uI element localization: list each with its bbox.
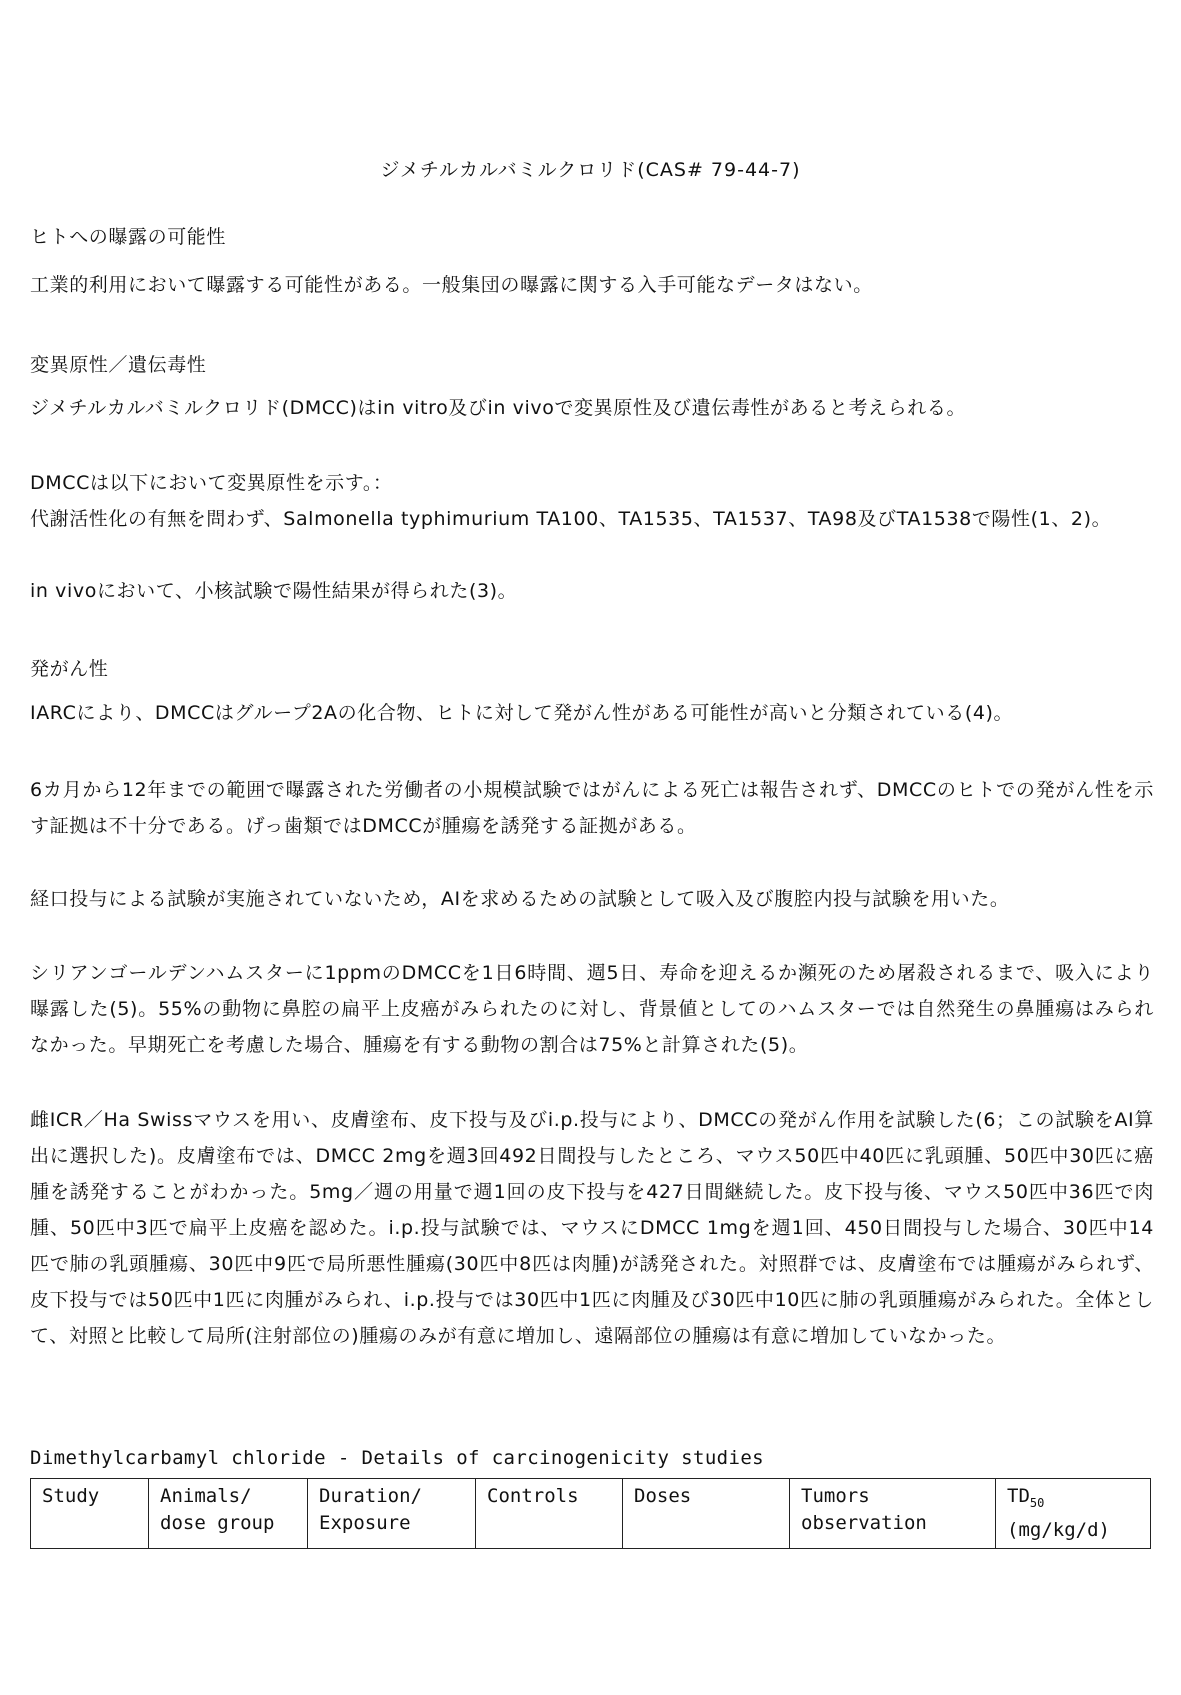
td-subscript: 50	[1029, 1495, 1045, 1510]
table-header-cell: Study	[31, 1479, 149, 1549]
carcinogenicity-text-3: 経口投与による試験が実施されていないため，AIを求めるための試験として吸入及び腹腔内投与試験を用いた。	[30, 888, 1010, 910]
table-header-cell: Tumors observation	[790, 1479, 996, 1549]
table-caption: Dimethylcarbamyl chloride - Details of carcinogenicity studies	[30, 1447, 765, 1469]
exposure-text: 工業的利用において曝露する可能性がある。一般集団の曝露に関する入手可能なデータはない。	[30, 274, 873, 296]
page-title: ジメチルカルバミルクロリド(CAS# 79-44-7)	[380, 159, 801, 181]
genotoxicity-text-1: ジメチルカルバミルクロリド(DMCC)はin vitro及びin vivoで変異原性及び遺伝毒性があると考えられる。	[30, 397, 967, 419]
carcinogenicity-heading: 発がん性	[30, 658, 109, 680]
genotoxicity-text-3: in vivoにおいて、小核試験で陽性結果が得られた(3)。	[30, 580, 518, 602]
table-header-cell: $TD_{50}$ (mg/kg/d)	[996, 1479, 1151, 1549]
carcinogenicity-text-5: 雌ICR／Ha Swissマウスを用い、皮膚塗布、皮下投与及びi.p.投与により、DMCCの発がん作用を試験した(6；この試験をAI算出に選択した)。皮膚塗布では、DMCC 2mgを週3回492日間投与したところ、マウス50匹中40匹に乳頭腫、50匹中30匹に癌腫を誘発することがわかった。5mg／週の用量で週1回の皮下投与を427日間継続した。皮下投与後、マウス50匹中36匹で肉腫、50匹中3匹で扁平上皮癌を認めた。i.p.投与試験では、マウスにDMCC 1mgを週1回、450日間投与した場合、30匹中14匹で肺の乳頭腫瘍、30匹中9匹で局所悪性腫瘍(30匹中8匹は肉腫)が誘発された。対照群では、皮膚塗布では腫瘍がみられず、皮下投与では50匹中1匹に肉腫がみられ、i.p.投与では30匹中1匹に肉腫及び30匹中10匹に肺の乳頭腫瘍がみられた。全体として、対照と比較して局所(注射部位の)腫瘍のみが有意に増加し、遠隔部位の腫瘍は有意に増加していなかった。	[30, 1109, 1154, 1347]
table-header-cell: Doses	[623, 1479, 790, 1549]
table-header-cell: Controls	[476, 1479, 623, 1549]
genotoxicity-heading: 変異原性／遺伝毒性	[30, 354, 207, 376]
genotoxicity-text-2b: 代謝活性化の有無を問わず、Salmonella typhimurium TA100、TA1535、TA1537、TA98及びTA1538で陽性(1、2)。	[30, 508, 1112, 530]
carcinogenicity-text-4: シリアンゴールデンハムスターに1ppmのDMCCを1日6時間、週5日、寿命を迎えるか瀕死のため屠殺されるまで、吸入により曝露した(5)。55%の動物に鼻腔の扁平上皮癌がみられたのに対し、背景値としてのハムスターでは自然発生の鼻腫瘍はみられなかった。早期死亡を考慮した場合、腫瘍を有する動物の割合は75%と計算された(5)。	[30, 962, 1154, 1056]
table-header-cell: Animals/ dose group	[149, 1479, 308, 1549]
table-header-cell: Duration/ Exposure	[308, 1479, 476, 1549]
table-header-row	[31, 1479, 1151, 1549]
exposure-heading: ヒトへの曝露の可能性	[30, 226, 227, 248]
genotoxicity-text-2a: DMCCは以下において変異原性を示す。：	[30, 472, 393, 494]
carcinogenicity-text-2: 6カ月から12年までの範囲で曝露された労働者の小規模試験ではがんによる死亡は報告されず、DMCCのヒトでの発がん性を示す証拠は不十分である。げっ歯類ではDMCCが腫瘍を誘発する証拠がある。	[30, 779, 1154, 837]
carcinogenicity-text-1: IARCにより、DMCCはグループ2Aの化合物、ヒトに対して発がん性がある可能性が高いと分類されている(4)。	[30, 702, 1014, 724]
carcinogenicity-studies-table	[30, 1478, 1151, 1549]
td-label: TD	[1007, 1485, 1030, 1507]
